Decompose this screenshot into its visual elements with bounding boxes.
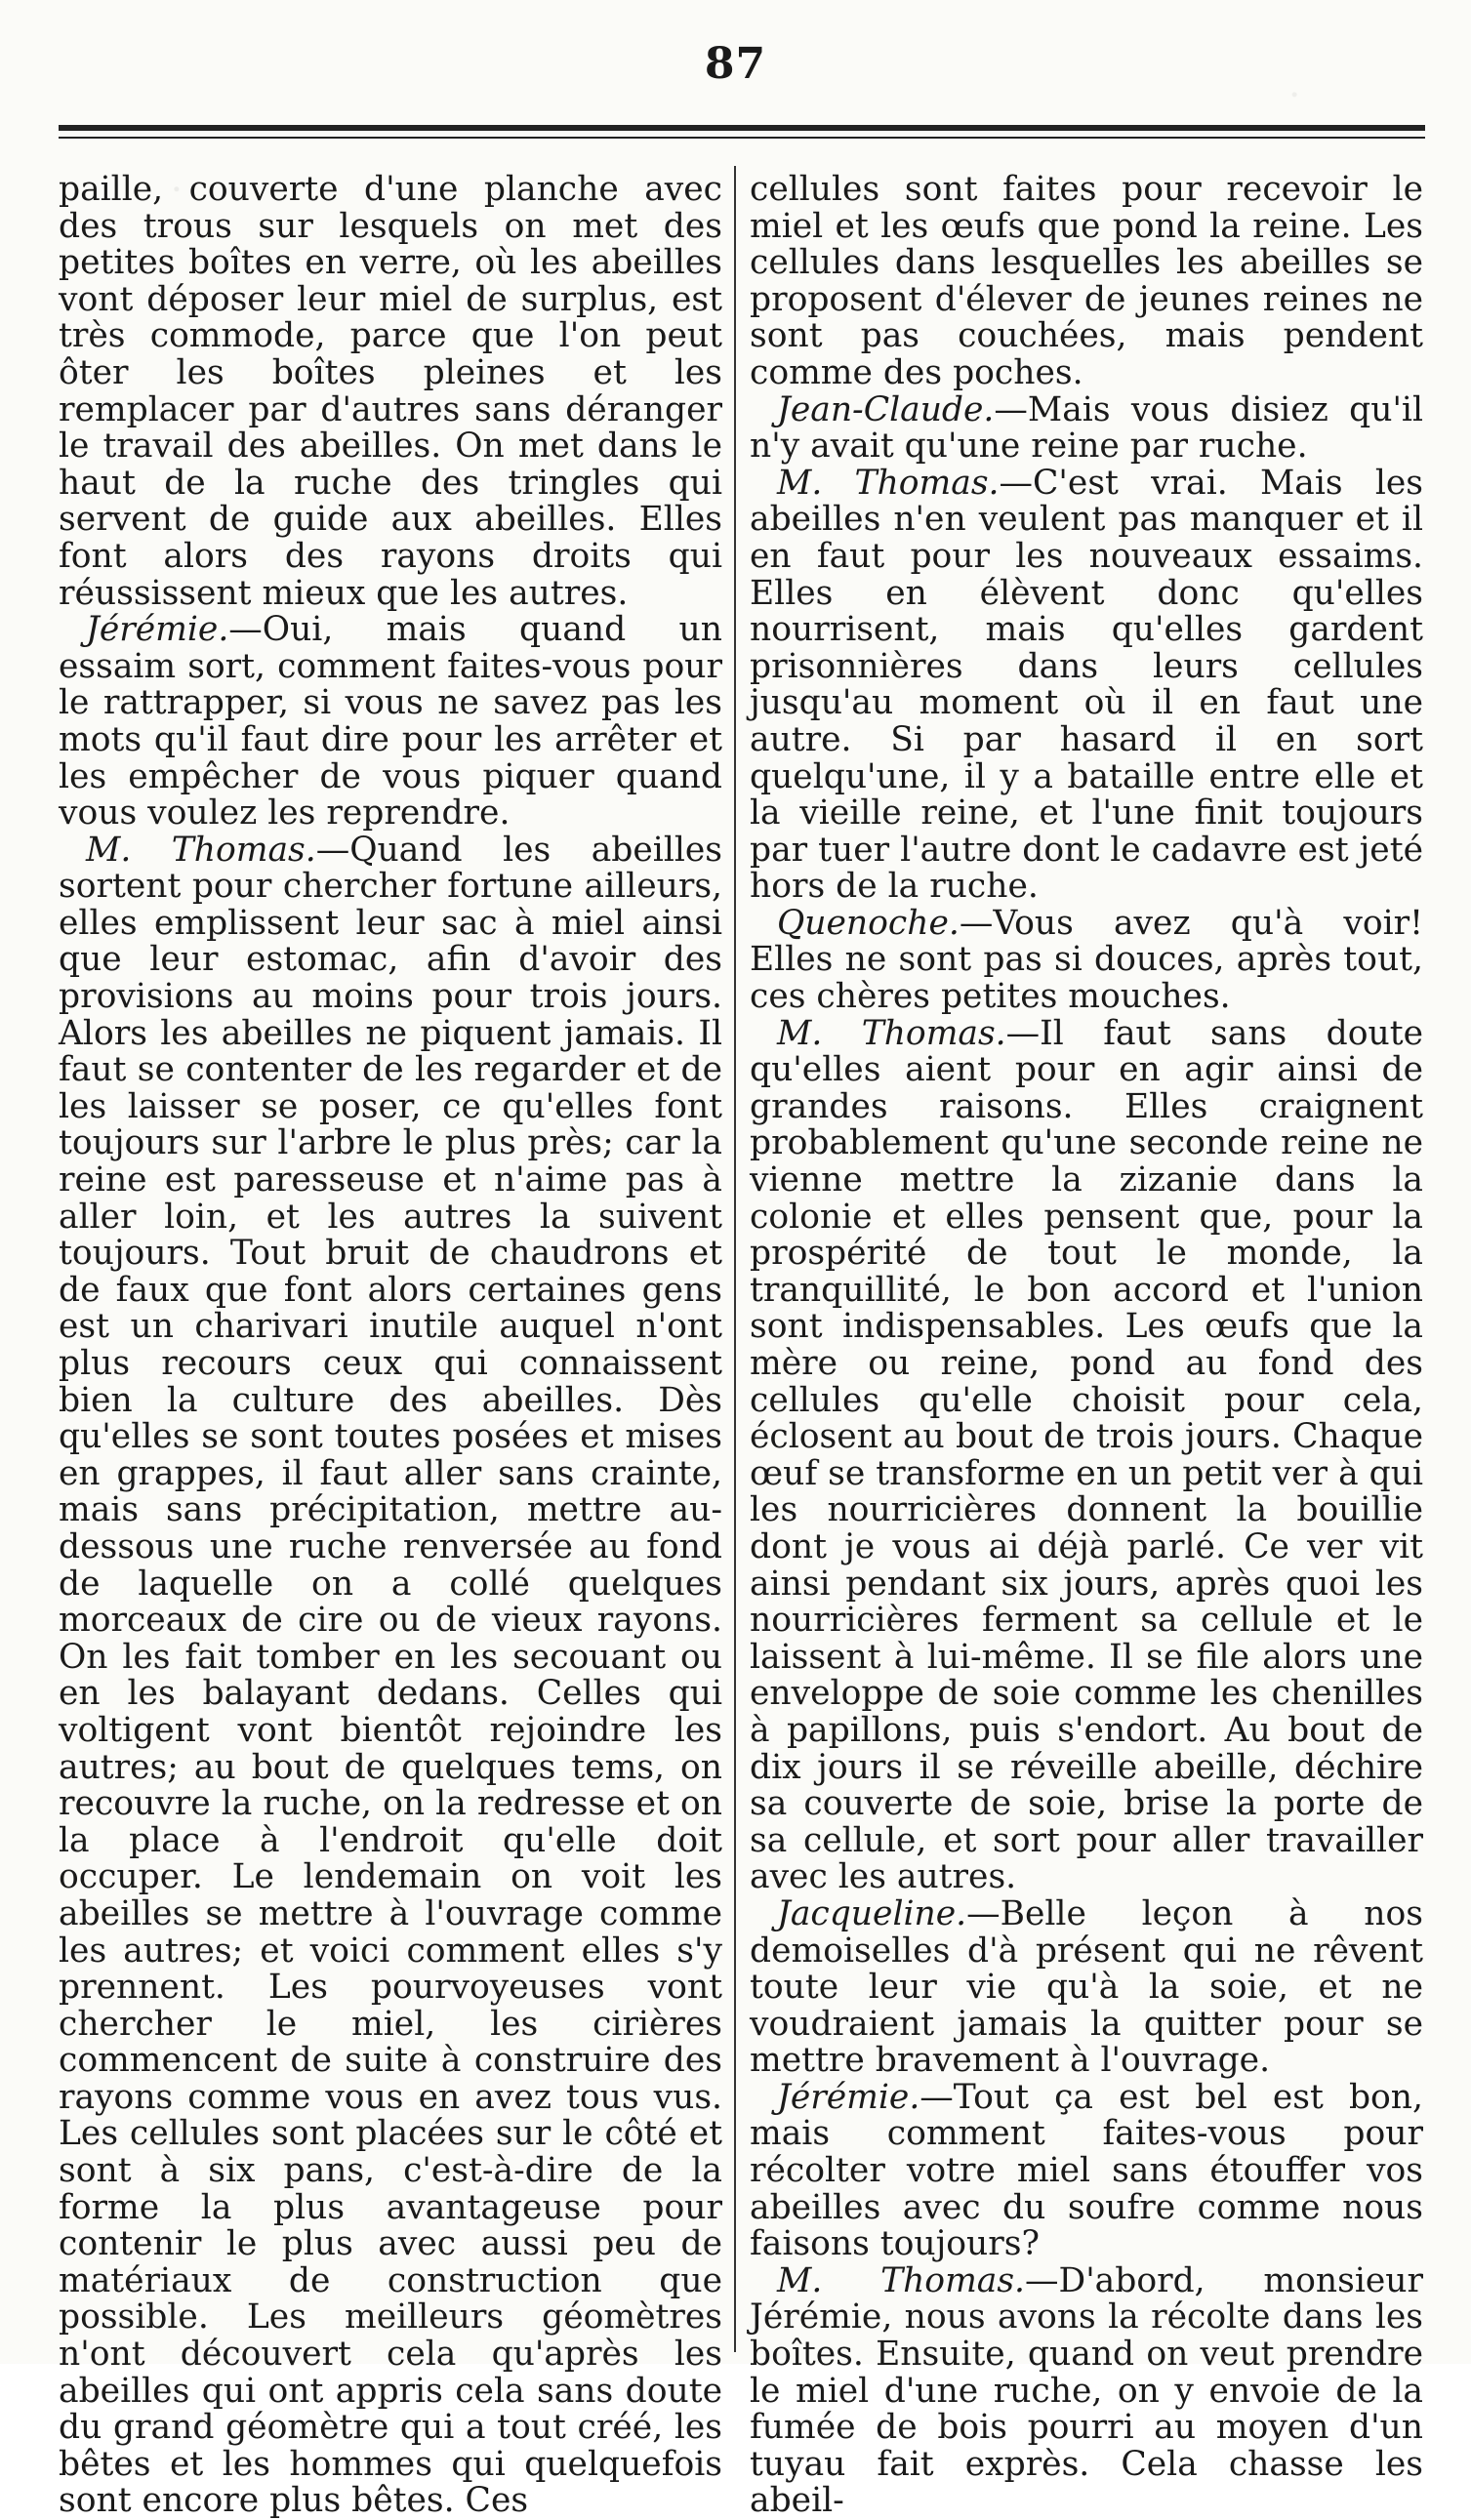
right-column [750, 170, 1424, 2520]
column-divider [734, 166, 736, 2352]
paragraph-text: —Belle leçon à nos demoiselles d'à présent qui ne rêvent toute leur vie qu'à la soie, et ne voudraient jamais la quitter pour se mettre bravement à l'ouvrage. [750, 1893, 1423, 2081]
speaker-name: Quenoche. [777, 903, 960, 943]
paragraph [750, 463, 1424, 907]
paragraph [59, 172, 722, 612]
speaker-name: Jérémie. [86, 610, 229, 650]
paragraph-text: paille, couverte d'une planche avec des trous sur lesquels on met des petites boîtes en verre, où les abeilles vont déposer leur miel de surplus, est très commode, parce que l'on peut ôter les boîtes pleines et les remplacer par d'autres sans déranger le travail des abeilles. On met dans le haut de la ruche des tringles qui servent de guide aux abeilles. Elles font alors des rayons droits qui réussissent mieux que les autres. [59, 170, 722, 613]
paragraph-text: cellules sont faites pour recevoir le miel et les œufs que pond la reine. Les cellules dans lesquelles les abeilles se proposent d'élever de jeunes reines ne sont pas couchées, mais pendent comme des poches. [750, 170, 1423, 392]
paragraph-text: —Il faut sans doute qu'elles aient pour en agir ainsi de grandes raisons. Elles craignent probablement qu'une seconde reine ne vienne mettre la zizanie dans la colonie et elles pensent que, pour la prospérité de tout le monde, la tranquillité, le bon accord et l'union sont indispensables. Les œufs que la mère ou reine, pond au fond des cellules qu'elle choisit pour cela, éclosent au bout de trois jours. Chaque œuf se transforme en un petit ver à qui les nourricières donnent la bouillie dont je vous ai déjà parlé. Ce ver vit ainsi pendant six jours, après quoi les nourricières ferment sa cellule et le laissent à lui-même. Il se file alors une enveloppe de soie comme les chenilles à papillons, puis s'endort. Au bout de dix jours il se réveille abeille, déchire sa couverte de soie, brise la porte de sa cellule, et sort pour aller travailler avec les autres. [750, 1013, 1423, 1897]
speaker-name: M. Thomas. [86, 830, 316, 870]
speaker-name: Jean-Claude. [777, 389, 995, 429]
paragraph-text: —Tout ça est bel est bon, mais comment faites-vous pour récolter votre miel sans étouffer vos abeilles avec du soufre comme nous faisons toujours? [750, 2077, 1423, 2264]
paragraph-text: —D'abord, monsieur Jérémie, nous avons la récolte dans les boîtes. Ensuite, quand on veut prendre le miel d'une ruche, on y envoie de la fumée de bois pourri au moyen d'un tuyau fait exprès. Cela chasse les abeil- [750, 2260, 1423, 2520]
paragraph [59, 830, 723, 2520]
paragraph-text: —Oui, mais quand un essaim sort, comment faites-vous pour le rattrapper, si vous ne savez pas les mots qu'il faut dire pour les arrêter et les empêcher de vous piquer quand vous voulez les reprendre. [59, 610, 722, 833]
left-column [59, 170, 723, 2520]
paragraph-text: —Vous avez qu'à voir! Elles ne sont pas si douces, après tout, ces chères petites mouches. [750, 903, 1423, 1017]
speaker-name: Jacqueline. [777, 1893, 967, 1933]
speaker-name: M. Thomas. [777, 1013, 1006, 1053]
page-number: 87 [704, 39, 767, 89]
paragraph [59, 612, 722, 833]
speaker-name: Jérémie. [777, 2077, 920, 2117]
paragraph-text: —C'est vrai. Mais les abeilles n'en veulent pas manquer et il en faut pour les nouveaux essaims. Elles en élèvent donc qu'elles nourrisent, mais qu'elles gardent prisonnières dans leurs cellules jusqu'au moment où il en faut une autre. Si par hasard il en sort quelqu'une, il y a bataille entre elle et la vieille reine, et l'une finit toujours par tuer l'autre dont le cadavre est jeté hors de la ruche. [750, 463, 1424, 907]
paragraph [750, 2260, 1423, 2520]
header-rule-thin [59, 137, 1425, 139]
paragraph [750, 2077, 1423, 2264]
paragraph-text: —Mais vous disiez qu'il n'y avait qu'une reine par ruche. [750, 389, 1423, 467]
paragraph-text: —Quand les abeilles sortent pour chercher fortune ailleurs, elles emplissent leur sac à miel ainsi que leur estomac, afin d'avoir des provisions au moins pour trois jours. Alors les abeilles ne piquent jamais. Il faut se contenter de les regarder et de les laisser se poser, ce qu'elles font toujours sur l'arbre le plus près; car la reine est paresseuse et n'aime pas à aller loin, et les autres la suivent toujours. Tout bruit de chaudrons et de faux que font alors certaines gens est un charivari inutile auquel n'ont plus recours ceux qui connaissent bien la culture des abeilles. Dès qu'elles se sont toutes posées et mises en grappes, il faut aller sans crainte, mais sans précipitation, mettre au-dessous une ruche renversée au fond de laquelle on a collé quelques morceaux de cire ou de vieux rayons. On les fait tomber en les secouant ou en les balayant dedans. Celles qui voltigent vont bientôt rejoindre les autres; au bout de quelques tems, on recouvre la ruche, on la redresse et on la place à l'endroit qu'elle doit occuper. Le lendemain on voit les abeilles se mettre à l'ouvrage comme les autres; et voici comment elles s'y prennent. Les pourvoyeuses vont chercher le miel, les cirières commencent de suite à construire des rayons comme vous en avez tous vus. Les cellules sont placées sur le côté et sont à six pans, c'est-à-dire de la forme la plus avantageuse pour contenir le plus avec aussi peu de matériaux de construction que possible. Les meilleurs géomètres n'ont découvert cela qu'après les abeilles qui ont appris cela sans doute du grand géomètre qui a tout créé, les bêtes et les hommes qui quelquefois sont encore plus bêtes. Ces [59, 830, 723, 2520]
paragraph [750, 1013, 1423, 1897]
speaker-name: M. Thomas. [777, 2260, 1026, 2300]
paragraph [750, 389, 1423, 467]
paragraph [750, 172, 1423, 392]
header-rule-thick [59, 125, 1425, 131]
paragraph [750, 903, 1423, 1017]
speaker-name: M. Thomas. [777, 463, 1000, 503]
paragraph [750, 1893, 1423, 2081]
